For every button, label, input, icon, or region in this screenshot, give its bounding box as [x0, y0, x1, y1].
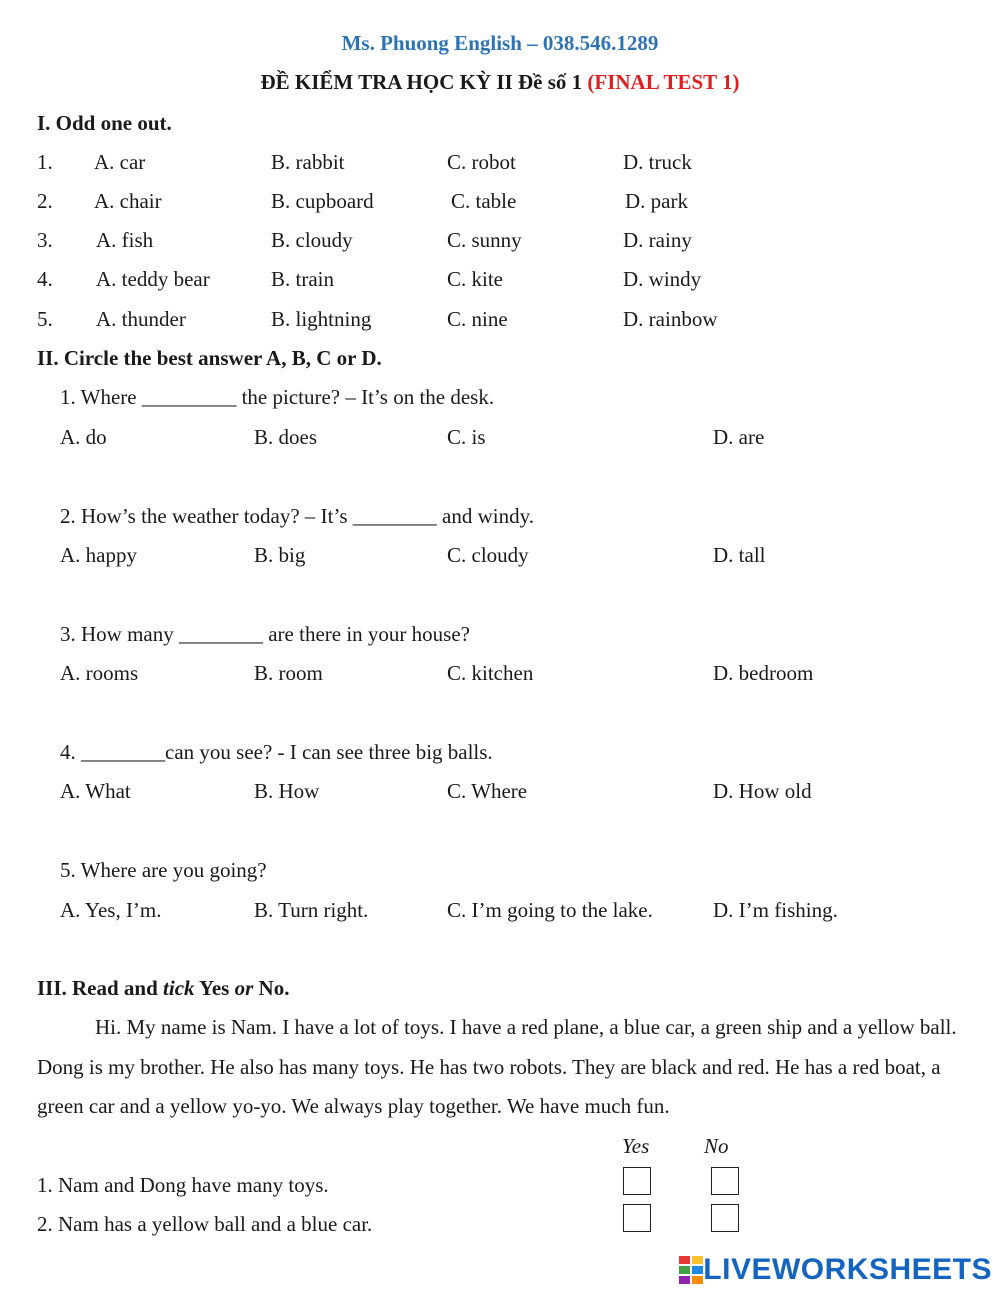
answer-b[interactable]: B. How — [254, 779, 320, 803]
answer-a[interactable]: A. What — [60, 779, 131, 803]
liveworksheets-logo[interactable] — [679, 1253, 992, 1287]
question-text: 1. Where _________ the picture? – It’s on the desk. — [60, 385, 495, 409]
reading-passage — [37, 1008, 967, 1127]
liveworksheets-logo-icon — [679, 1256, 703, 1284]
option-d[interactable]: D. rainbow — [623, 307, 718, 331]
question-text: 5. Where are you going? — [60, 858, 267, 882]
item-number: 2. — [37, 189, 53, 213]
no-checkbox-1[interactable] — [711, 1167, 739, 1195]
item-number: 1. — [37, 150, 53, 174]
logo-text: LIVEWORKSHEETS — [703, 1253, 992, 1286]
heading-or: or — [234, 976, 254, 1000]
item-number: 4. — [37, 267, 53, 291]
statement-1: 1. Nam and Dong have many toys. — [37, 1173, 329, 1197]
answer-a[interactable]: A. happy — [60, 543, 137, 567]
answer-c[interactable]: C. Where — [447, 779, 528, 803]
option-b[interactable]: B. train — [271, 267, 334, 291]
option-c[interactable]: C. table — [451, 189, 517, 213]
option-d[interactable]: D. rainy — [623, 228, 692, 252]
option-b[interactable]: B. rabbit — [271, 150, 345, 174]
option-a[interactable]: A. fish — [96, 228, 154, 252]
answer-a[interactable]: A. Yes, I’m. — [60, 898, 162, 922]
heading-tick: tick — [163, 976, 195, 1000]
item-number: 3. — [37, 228, 53, 252]
answer-d[interactable]: D. I’m fishing. — [713, 898, 838, 922]
option-a[interactable]: A. teddy bear — [96, 267, 210, 291]
answer-b[interactable]: B. Turn right. — [254, 898, 369, 922]
answer-b[interactable]: B. room — [254, 661, 323, 685]
option-c[interactable]: C. kite — [447, 267, 503, 291]
answer-b[interactable]: B. big — [254, 543, 306, 567]
answer-b[interactable]: B. does — [254, 425, 317, 449]
yes-checkbox-1[interactable] — [623, 1167, 651, 1195]
no-checkbox-2[interactable] — [711, 1204, 739, 1232]
answer-d[interactable]: D. bedroom — [713, 661, 814, 685]
answer-a[interactable]: A. rooms — [60, 661, 139, 685]
section-3-heading — [37, 976, 289, 1001]
section-2-heading: II. Circle the best answer A, B, C or D. — [37, 346, 382, 370]
question-text: 3. How many ________ are there in your house? — [60, 622, 470, 646]
no-column-label: No — [704, 1134, 729, 1158]
answer-c[interactable]: C. kitchen — [447, 661, 534, 685]
yes-checkbox-2[interactable] — [623, 1204, 651, 1232]
yes-column-label: Yes — [622, 1134, 650, 1158]
answer-c[interactable]: C. I’m going to the lake. — [447, 898, 653, 922]
heading-read-and: III. Read and — [37, 976, 164, 1000]
option-c[interactable]: C. sunny — [447, 228, 522, 252]
option-d[interactable]: D. windy — [623, 267, 702, 291]
option-b[interactable]: B. cupboard — [271, 189, 374, 213]
test-title — [0, 70, 1000, 95]
statement-2: 2. Nam has a yellow ball and a blue car. — [37, 1212, 373, 1236]
author-line: Ms. Phuong English – 038.546.1289 — [341, 31, 659, 55]
passage-text: Hi. My name is Nam. I have a lot of toys. I have a red plane, a blue car, a green ship and a yellow ball. Dong is my brother. He also has many toys. He has two robots. They are black and red. He has a red boat, a green car and a yellow yo-yo. We always play together. We have much fun. — [37, 1015, 957, 1118]
answer-c[interactable]: C. cloudy — [447, 543, 529, 567]
option-c[interactable]: C. robot — [447, 150, 516, 174]
option-d[interactable]: D. park — [625, 189, 688, 213]
answer-d[interactable]: D. tall — [713, 543, 766, 567]
option-b[interactable]: B. lightning — [271, 307, 372, 331]
item-number: 5. — [37, 307, 53, 331]
question-text: 2. How’s the weather today? – It’s ________ and windy. — [60, 504, 534, 528]
option-a[interactable]: A. car — [94, 150, 146, 174]
answer-a[interactable]: A. do — [60, 425, 107, 449]
option-a[interactable]: A. thunder — [96, 307, 186, 331]
answer-c[interactable]: C. is — [447, 425, 486, 449]
option-a[interactable]: A. chair — [94, 189, 162, 213]
section-1-heading: I. Odd one out. — [37, 111, 172, 135]
question-text: 4. ________can you see? - I can see three big balls. — [60, 740, 493, 764]
heading-yes: Yes — [194, 976, 235, 1000]
test-title-main: ĐỀ KIỂM TRA HỌC KỲ II Đề số 1 — [260, 70, 588, 94]
test-title-final: (FINAL TEST 1) — [587, 70, 740, 94]
answer-d[interactable]: D. are — [713, 425, 765, 449]
answer-d[interactable]: D. How old — [713, 779, 812, 803]
heading-no: No. — [253, 976, 290, 1000]
option-d[interactable]: D. truck — [623, 150, 692, 174]
option-c[interactable]: C. nine — [447, 307, 508, 331]
option-b[interactable]: B. cloudy — [271, 228, 353, 252]
